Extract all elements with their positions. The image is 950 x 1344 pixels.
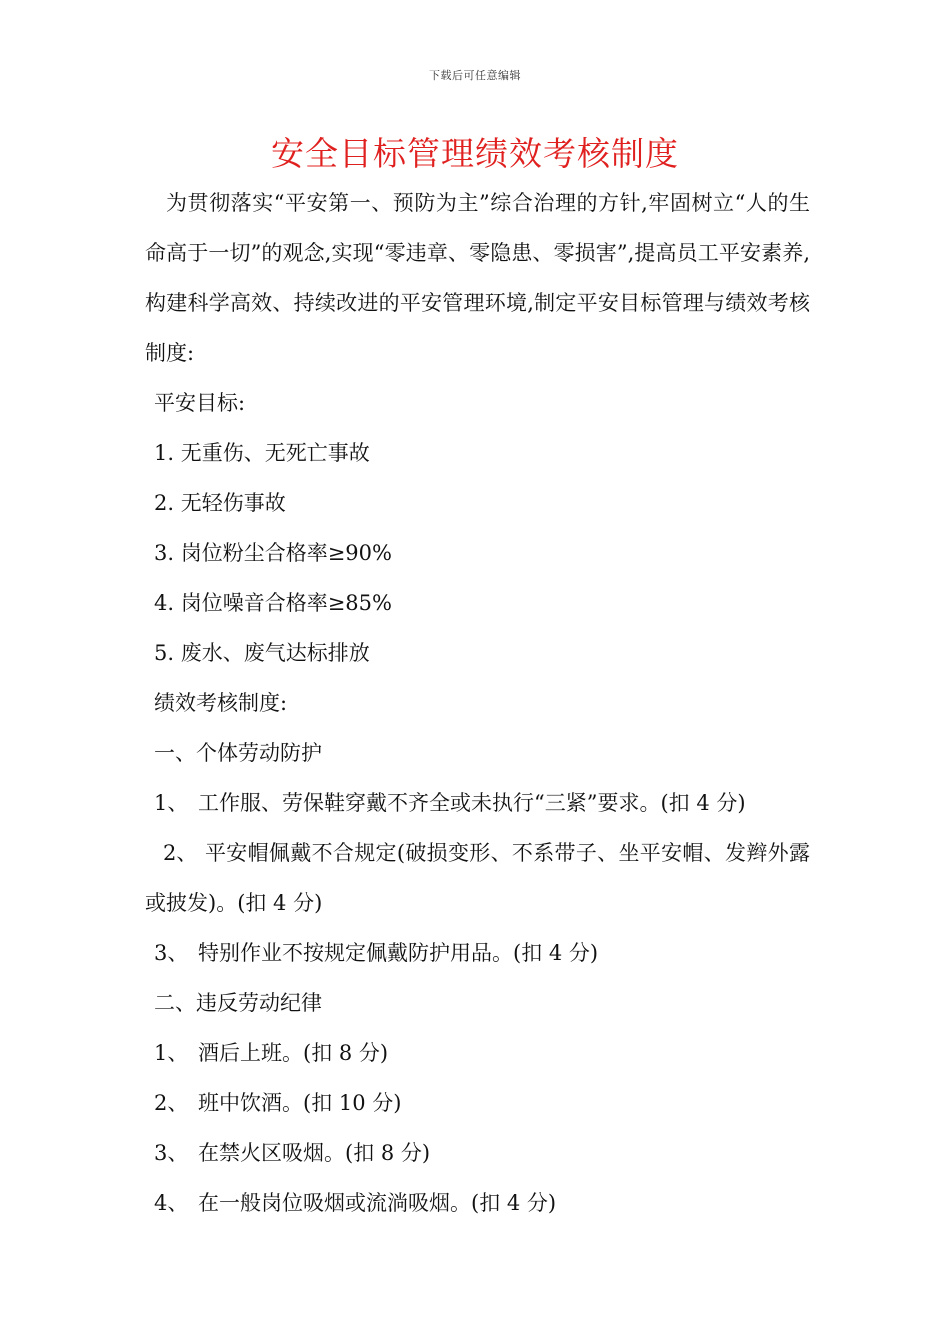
document-body bbox=[145, 178, 810, 1228]
target-item: 2. 无轻伤事故 bbox=[154, 491, 286, 515]
rule-number: 3、 bbox=[154, 1141, 189, 1165]
rule-item bbox=[145, 828, 810, 928]
rule-number: 2、 bbox=[154, 1091, 189, 1115]
rule-item bbox=[145, 778, 810, 828]
rule-text: 平安帽佩戴不合规定(破损变形、不系带子、坐平安帽、发辫外露或披发)。(扣 4 分) bbox=[145, 841, 810, 915]
rule-item bbox=[145, 1078, 810, 1128]
rule-text: 在一般岗位吸烟或流淌吸烟。(扣 4 分) bbox=[198, 1191, 557, 1215]
intro-paragraph: 为贯彻落实“平安第一、预防为主”综合治理的方针,牢固树立“人的生命高于一切”的观念,实现“零违章、零隐患、零损害”,提高员工平安素养,构建科学高效、持续改进的平安管理环境,制定平安目标管理与绩效考核制度: bbox=[145, 191, 810, 365]
assessment-heading: 绩效考核制度: bbox=[154, 691, 288, 715]
rule-number: 1、 bbox=[154, 791, 189, 815]
rule-text: 酒后上班。(扣 8 分) bbox=[198, 1041, 389, 1065]
document-title: 安全目标管理绩效考核制度 bbox=[271, 134, 679, 173]
rule-number: 2、 bbox=[163, 841, 198, 865]
header-note: 下载后可任意编辑 bbox=[429, 69, 521, 82]
section-heading-ppe: 一、个体劳动防护 bbox=[154, 741, 322, 765]
rule-item bbox=[145, 1028, 810, 1078]
target-item: 1. 无重伤、无死亡事故 bbox=[154, 441, 370, 465]
rule-text: 班中饮酒。(扣 10 分) bbox=[198, 1091, 402, 1115]
rule-number: 3、 bbox=[154, 941, 189, 965]
target-item: 3. 岗位粉尘合格率≥90% bbox=[154, 541, 392, 565]
target-item: 4. 岗位噪音合格率≥85% bbox=[154, 591, 392, 615]
rule-item bbox=[145, 928, 810, 978]
targets-heading: 平安目标: bbox=[154, 391, 246, 415]
rule-text: 在禁火区吸烟。(扣 8 分) bbox=[198, 1141, 431, 1165]
target-item: 5. 废水、废气达标排放 bbox=[154, 641, 370, 665]
rule-item bbox=[145, 1178, 810, 1228]
rule-number: 4、 bbox=[154, 1191, 189, 1215]
section-heading-discipline: 二、违反劳动纪律 bbox=[154, 991, 322, 1015]
rule-item bbox=[145, 1128, 810, 1178]
rule-number: 1、 bbox=[154, 1041, 189, 1065]
rule-text: 工作服、劳保鞋穿戴不齐全或未执行“三紧”要求。(扣 4 分) bbox=[198, 791, 746, 815]
rule-text: 特别作业不按规定佩戴防护用品。(扣 4 分) bbox=[198, 941, 599, 965]
